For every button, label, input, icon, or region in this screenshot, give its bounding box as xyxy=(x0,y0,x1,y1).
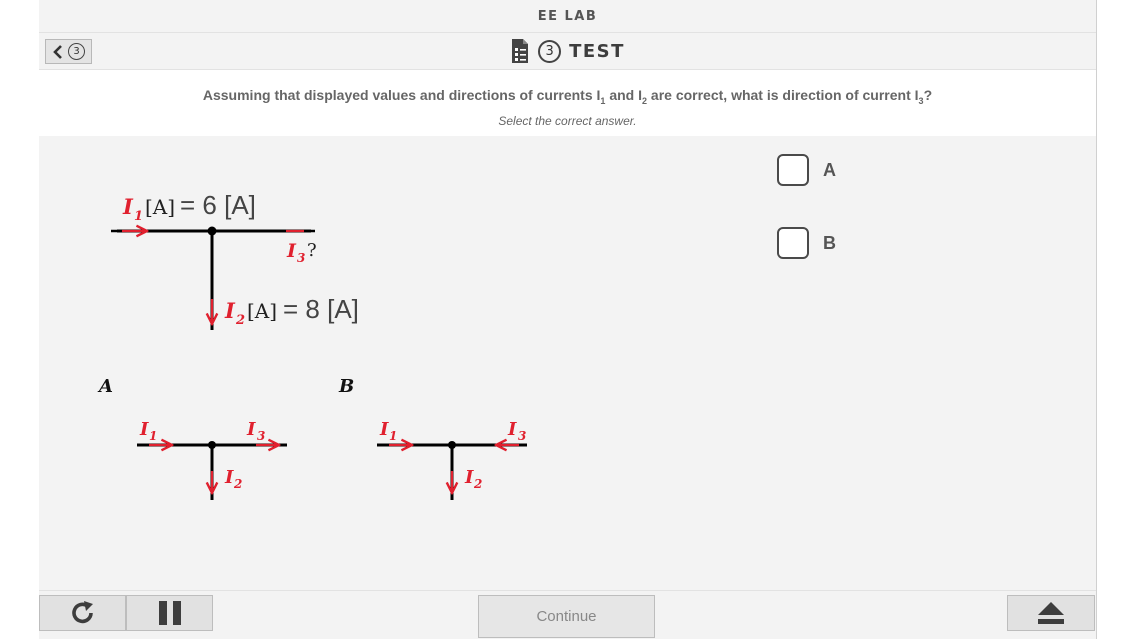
answer-option-a[interactable] xyxy=(777,154,836,186)
test-sheet-icon xyxy=(510,38,530,64)
question-part: are correct, what is direction of current I xyxy=(647,87,919,103)
main-circuit xyxy=(111,190,359,330)
reload-button[interactable] xyxy=(39,595,126,631)
i2-sub: 2 xyxy=(234,477,243,491)
question-text xyxy=(39,87,1096,106)
i1-sub: 1 xyxy=(134,209,144,224)
page-title: TEST xyxy=(569,40,625,62)
bottom-toolbar xyxy=(39,590,1096,639)
i2-sub: 2 xyxy=(236,313,246,328)
answer-b-checkbox[interactable] xyxy=(777,227,809,259)
instruction-text: Select the correct answer. xyxy=(498,113,637,128)
option-b-diagram xyxy=(338,376,527,500)
continue-button[interactable]: Continue xyxy=(478,595,655,638)
question-part: Assuming that displayed values and directions of currents I xyxy=(202,87,601,103)
i2-symbol: I xyxy=(465,467,474,488)
question-area xyxy=(39,70,1096,136)
i3-suffix: ? xyxy=(307,240,317,261)
title-bar xyxy=(39,0,1096,33)
pause-button[interactable] xyxy=(126,595,213,631)
i3-sub: 3 xyxy=(297,251,306,265)
circuit-diagram xyxy=(39,136,659,590)
answer-option-b[interactable] xyxy=(777,227,836,259)
option-a-diagram xyxy=(97,376,287,500)
question-part: and I xyxy=(605,87,642,103)
app-title: EE LAB xyxy=(537,9,598,24)
i2-value: = 8 [A] xyxy=(283,294,359,324)
i3-sub: 3 xyxy=(257,429,266,443)
question-part: ? xyxy=(923,87,933,103)
reload-icon xyxy=(69,599,97,627)
answer-b-label: B xyxy=(823,232,836,253)
i1-symbol: I xyxy=(123,194,133,219)
i1-symbol: I xyxy=(380,419,389,440)
i1-sub: 1 xyxy=(389,429,398,443)
eject-button[interactable] xyxy=(1007,595,1095,631)
junction-node xyxy=(448,441,456,449)
i3-symbol: I xyxy=(508,419,517,440)
question-sub: 3 xyxy=(918,95,924,106)
answer-a-checkbox[interactable] xyxy=(777,154,809,186)
nav-title-group xyxy=(39,38,1096,64)
app-window xyxy=(39,0,1097,639)
i1-unit: [A] xyxy=(145,195,176,219)
i1-symbol: I xyxy=(140,419,149,440)
eject-icon xyxy=(1036,600,1066,626)
pause-icon xyxy=(156,599,184,627)
question-sub: 1 xyxy=(600,95,606,106)
i3-symbol: I xyxy=(287,240,296,262)
i2-sub: 2 xyxy=(474,477,483,491)
i2-unit: [A] xyxy=(247,299,278,323)
junction-node xyxy=(208,227,217,236)
i2-symbol: I xyxy=(225,298,235,323)
question-sub: 2 xyxy=(642,95,648,106)
question-content xyxy=(39,136,1096,590)
nav-bar xyxy=(39,33,1096,70)
option-a-label: A xyxy=(99,376,113,397)
step-number: 3 xyxy=(538,40,561,63)
i2-symbol: I xyxy=(225,467,234,488)
i3-symbol: I xyxy=(247,419,256,440)
junction-node xyxy=(208,441,216,449)
i3-sub: 3 xyxy=(518,429,527,443)
answer-a-label: A xyxy=(823,159,836,180)
i1-value: = 6 [A] xyxy=(180,190,256,220)
back-step-number: 3 xyxy=(68,43,85,60)
i1-sub: 1 xyxy=(149,429,158,443)
option-b-label: B xyxy=(339,376,355,397)
